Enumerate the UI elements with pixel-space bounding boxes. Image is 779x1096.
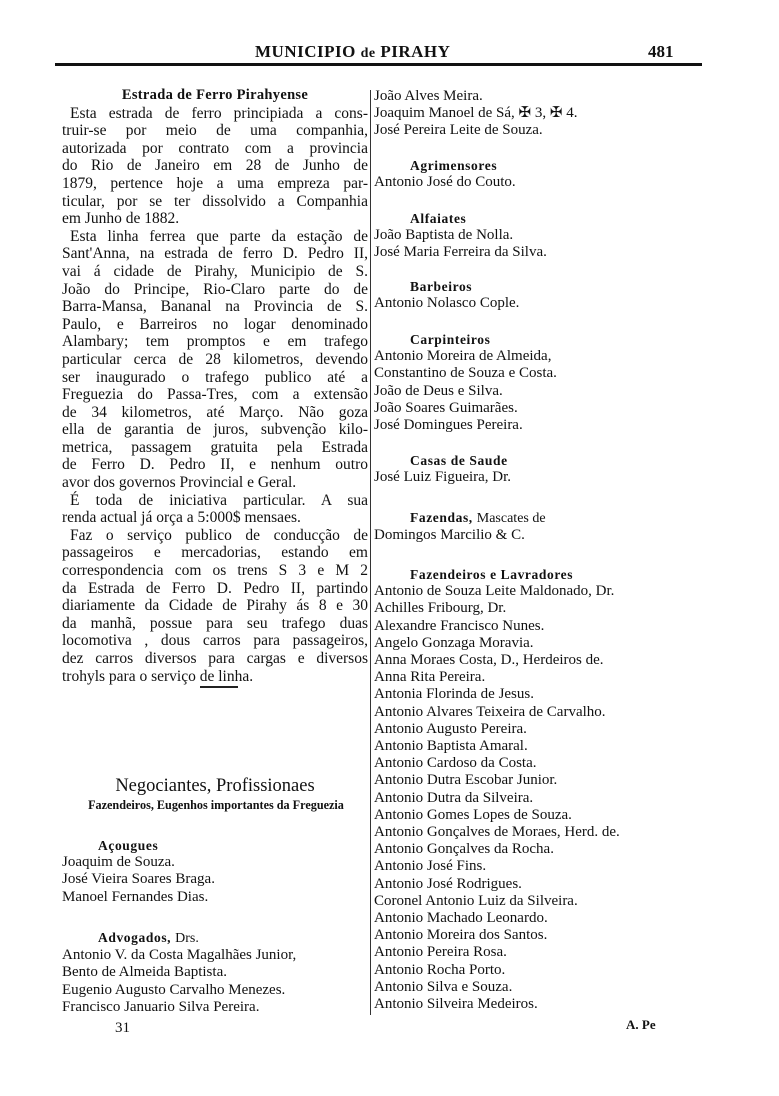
article-line: Faz o serviço publico de conducção de <box>70 526 368 544</box>
article-line: Barra-Mansa, Bananal na Provincia de S. <box>62 298 368 316</box>
category-title: Alfaiates <box>410 211 467 226</box>
list-item: Antonio Dutra Escobar Junior. <box>374 772 558 789</box>
article-line: correspondencia com os trens S 3 e M 2 <box>62 562 368 580</box>
list-item: Antonio Pereira Rosa. <box>374 944 507 961</box>
category-title <box>62 929 296 947</box>
footer-signature-number: 31 <box>115 1020 130 1036</box>
section-title: Negociantes, Profissionaes <box>115 776 315 796</box>
category-advogados <box>62 929 296 1016</box>
list-item: Bento de Almeida Baptista. <box>62 964 227 981</box>
category-title-main: Fazendas, <box>410 510 473 525</box>
list-item: Constantino de Souza e Costa. <box>374 365 557 382</box>
article-line: vai á cidade de Pirahy, Municipio de S. <box>62 262 368 280</box>
list-item: Antonio José do Couto. <box>374 174 516 191</box>
header-rule <box>55 63 702 66</box>
article-line: locomotiva , dous carros para passageiros, <box>62 632 368 650</box>
top-names <box>374 88 577 140</box>
list-item: Alexandre Francisco Nunes. <box>374 617 545 634</box>
list-item: Antonio Augusto Pereira. <box>374 720 527 737</box>
header-title <box>255 42 450 62</box>
article-line: ticular, por se ter dissolvido a Companhia <box>62 192 368 210</box>
list-item: João Baptista de Nolla. <box>374 227 514 244</box>
article-line: Alambary; tem promptos e em trafego <box>62 333 368 351</box>
list-item: Domingos Marcilio & C. <box>374 527 525 544</box>
list-item: José Pereira Leite de Souza. <box>374 122 543 139</box>
list-item: Antonio Moreira dos Santos. <box>374 927 548 944</box>
list-item: Anna Moraes Costa, D., Herdeiros de. <box>374 652 604 669</box>
category-title: Barbeiros <box>410 279 473 294</box>
header-title-b: de <box>360 46 376 61</box>
list-item: Manoel Fernandes Dias. <box>62 888 209 905</box>
category-title: Açougues <box>98 838 159 853</box>
article-line: em Junho de 1882. <box>62 210 180 228</box>
article-line: da manhã, possue para seu trafego duas <box>62 614 368 632</box>
category-acougues <box>62 837 215 906</box>
catchword: A. Pe <box>626 1017 656 1032</box>
article-line: Esta estrada de ferro principiada a cons- <box>70 104 368 122</box>
list-item: Antonio Machado Leonardo. <box>374 910 548 927</box>
page-number: 481 <box>648 42 674 61</box>
article-line: diariamente da Cidade de Pirahy ás 8 e 30 <box>62 597 368 615</box>
header-title-a: MUNICIPIO <box>255 42 356 61</box>
list-item: José Luiz Figueira, Dr. <box>374 469 512 486</box>
article-line: João do Principe, Rio-Claro parte do de <box>62 280 368 298</box>
article-line: passageiros e mercadorias, estando em <box>62 544 368 562</box>
article-line: trohyls para o serviço de linha. <box>62 667 254 685</box>
separator-rule <box>200 686 238 688</box>
list-item: Antonio Cardoso da Costa. <box>374 755 537 772</box>
article-line: do Rio de Janeiro em 28 de Junho de <box>62 157 368 175</box>
category-barbeiros <box>374 278 519 312</box>
category-title <box>374 509 546 527</box>
category-title-suffix: Drs. <box>175 931 199 946</box>
category-title: Agrimensores <box>410 158 498 173</box>
header-title-c: PIRAHY <box>380 42 451 61</box>
list-item: João Alves Meira. <box>374 88 483 104</box>
article-title: Estrada de Ferro Pirahyense <box>121 87 309 103</box>
article-line: de Ferro D. Pedro II, e nenhum outro <box>62 456 368 474</box>
article-line: renda actual já orça a 5:000$ mensaes. <box>62 509 301 527</box>
list-item: Antonio Rocha Porto. <box>374 961 506 978</box>
list-item: Eugenio Augusto Carvalho Menezes. <box>62 981 286 998</box>
list-item: Antonio de Souza Leite Maldonado, Dr. <box>374 583 615 600</box>
list-item: João de Deus e Silva. <box>374 382 503 399</box>
category-casas-de-saude <box>374 452 511 486</box>
list-item: Antonio Baptista Amaral. <box>374 738 528 755</box>
article-line: de 34 kilometros, até Março. Não goza <box>62 403 368 421</box>
category-title: Casas de Saude <box>410 453 508 468</box>
list-item: Antonio Moreira de Almeida, <box>374 348 552 365</box>
article-line: avor dos governos Provincial e Geral. <box>62 474 297 492</box>
category-title-main: Advogados, <box>98 930 172 945</box>
article-line: particular cerca de 28 kilometros, devendo <box>62 350 368 368</box>
list-item: Antonio Alvares Teixeira de Carvalho. <box>374 703 606 720</box>
article-line: truir-se por meio de uma companhia, <box>62 122 368 140</box>
list-item: Antonio V. da Costa Magalhães Junior, <box>62 947 297 964</box>
category-fazendas <box>374 509 546 544</box>
list-item: José Maria Ferreira da Silva. <box>374 244 547 261</box>
list-item: Anna Rita Pereira. <box>374 669 486 686</box>
list-item: Antonia Florinda de Jesus. <box>374 686 534 703</box>
category-carpinteiros <box>374 331 557 434</box>
list-item: Achilles Fribourg, Dr. <box>374 600 507 617</box>
list-item: Antonio Gonçalves da Rocha. <box>374 841 554 858</box>
article-line: ella de garantia de juros, subvenção kilo- <box>62 421 368 439</box>
list-item: Joaquim Manoel de Sá, ✠ 3, ✠ 4. <box>374 105 578 122</box>
category-fazendeiros <box>374 566 620 1013</box>
article-line: É toda de iniciativa particular. A sua <box>70 491 368 509</box>
list-item: Coronel Antonio Luiz da Silveira. <box>374 892 578 909</box>
article-line: dez carros diversos para cargas e diversos <box>62 650 368 667</box>
list-item: Antonio Gonçalves de Moraes, Herd. de. <box>374 824 620 841</box>
article-line: Esta linha ferrea que parte da estação de <box>70 227 368 245</box>
list-item: Joaquim de Souza. <box>62 854 175 871</box>
list-item: João Soares Guimarães. <box>374 399 518 416</box>
list-item: Antonio Dutra da Silveira. <box>374 789 534 806</box>
category-alfaiates <box>374 210 547 262</box>
list-item: Antonio Gomes Lopes de Souza. <box>374 806 572 823</box>
article-line: Paulo, e Barreiros no logar denominado <box>62 315 368 333</box>
list-item: Antonio Nolasco Cople. <box>374 295 520 312</box>
column-divider <box>370 90 371 1015</box>
list-item: Francisco Januario Silva Pereira. <box>62 998 260 1015</box>
article-line: 1879, pertence hoje a uma empreza par- <box>62 174 368 192</box>
list-item: Antonio José Fins. <box>374 858 487 875</box>
article-line: Freguezia do Passa-Tres, com a extensão <box>62 386 368 404</box>
article-line: da Estrada de Ferro D. Pedro II, partindo <box>62 579 368 597</box>
article-line: Sant'Anna, na estrada de ferro D. Pedro II, <box>62 245 368 263</box>
list-item: Antonio Silveira Medeiros. <box>374 996 538 1013</box>
list-item: José Domingues Pereira. <box>374 417 523 434</box>
article-line: metrica, passagem gratuita pela Estrada <box>62 438 368 456</box>
list-item: Angelo Gonzaga Moravia. <box>374 634 534 651</box>
category-title: Fazendeiros e Lavradores <box>410 567 574 582</box>
article-railway <box>62 87 368 685</box>
category-agrimensores <box>374 157 516 191</box>
section-subtitle: Fazendeiros, Eugenhos importantes da Freguezia <box>88 798 344 812</box>
category-title-suffix: Mascates de <box>476 511 546 526</box>
article-line: ser inaugurado o trafego publico até a <box>62 368 368 386</box>
list-item: Antonio José Rodrigues. <box>374 875 522 892</box>
list-item: José Vieira Soares Braga. <box>62 871 215 888</box>
article-line: autorizada por contrato com a provincia <box>62 139 368 157</box>
list-item: Antonio Silva e Souza. <box>374 978 513 995</box>
category-title: Carpinteiros <box>410 332 491 347</box>
